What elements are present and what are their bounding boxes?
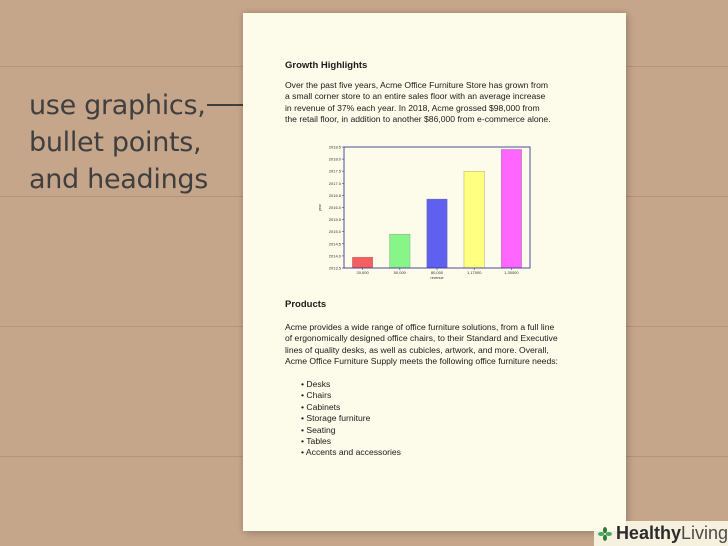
y-tick-label: 2017.0 (328, 180, 341, 186)
callout-line: and headings (29, 164, 209, 195)
needs-list (301, 379, 401, 459)
list-item: • Tables (301, 436, 401, 447)
products-line: lines of quality desks, as well as cubicles, artwork, and more. Overall, (285, 344, 549, 355)
list-item: • Accents and accessories (301, 447, 401, 458)
products-line: Acme provides a wide range of office furniture solutions, from a full line (285, 322, 555, 332)
x-axis-label: revenue (430, 276, 444, 280)
products-paragraph (285, 322, 558, 367)
chart-bar (390, 234, 410, 268)
growth-line: Over the past five years, Acme Office Furniture Store has grown from (285, 80, 549, 90)
x-tick-label: 1,30000 (504, 270, 519, 275)
y-axis-label: year (318, 204, 322, 211)
x-tick-label: 20,000 (356, 270, 369, 275)
y-tick-label: 2018.0 (328, 156, 341, 162)
products-line: of ergonomically designed office chairs, to their Standard and Executive (285, 333, 558, 344)
chart-bar (501, 149, 521, 268)
list-item: • Desks (301, 379, 401, 390)
chart-bar (464, 171, 484, 268)
growth-heading: Growth Highlights (285, 60, 368, 71)
y-tick-label: 2014.0 (328, 253, 341, 259)
growth-line: the retail floor, in addition to another $86,000 from e-commerce alone. (285, 113, 551, 124)
chart-bar (352, 257, 372, 268)
growth-line: a small corner store to an entire sales floor with an average increase (285, 91, 546, 102)
callout-line: bullet points, (29, 127, 202, 158)
x-tick-label: 1,17000 (466, 270, 482, 275)
y-tick-label: 2018.5 (328, 144, 341, 150)
x-tick-label: 50,000 (393, 270, 406, 275)
y-tick-label: 2014.5 (328, 241, 341, 247)
brand-name-light: Living (680, 523, 728, 543)
callout-text (29, 87, 219, 198)
y-tick-label: 2013.5 (328, 265, 341, 271)
revenue-bar-chart (310, 140, 536, 280)
products-line: Acme Office Furniture Supply meets the following office furniture needs: (285, 355, 558, 366)
y-tick-label: 2016.5 (328, 192, 341, 198)
y-tick-label: 2016.0 (328, 205, 341, 210)
chart-bar (427, 199, 447, 268)
brand-logo (594, 521, 728, 546)
list-item: • Storage furniture (301, 413, 401, 424)
growth-line: in revenue of 37% each year. In 2018, Acme grossed $98,000 from (285, 102, 540, 113)
list-item: • Seating (301, 425, 401, 436)
list-item: • Chairs (301, 390, 401, 401)
leaf-cross-icon (598, 525, 612, 543)
callout-line: use graphics, (29, 90, 206, 121)
x-tick-label: 80,000 (430, 270, 444, 275)
list-item: • Cabinets (301, 402, 401, 413)
brand-name-bold: Healthy (615, 523, 681, 543)
y-tick-label: 2015.0 (328, 229, 341, 235)
y-tick-label: 2017.5 (328, 168, 341, 174)
products-heading: Products (285, 299, 327, 310)
growth-paragraph (285, 80, 551, 125)
y-tick-label: 2015.5 (328, 217, 341, 223)
